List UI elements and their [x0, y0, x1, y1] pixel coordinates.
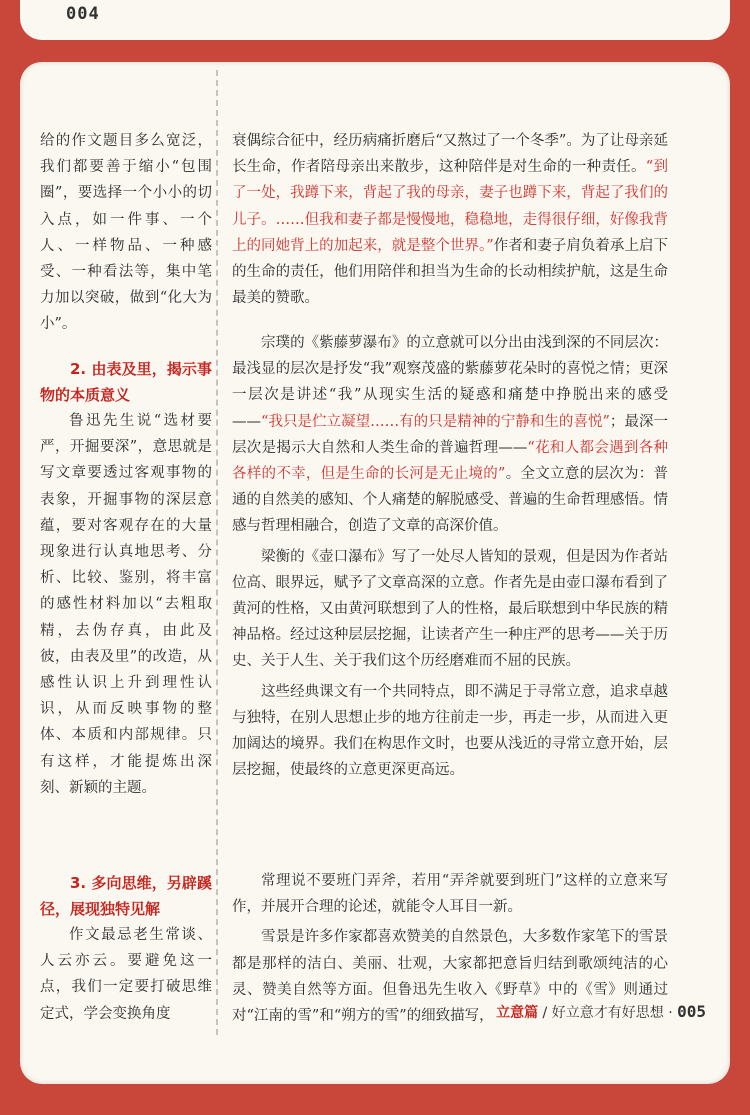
p1-quote: “到了一处，我蹲下来，背起了我的母亲，妻子也蹲下来，背起了我们的儿子。……但我和妻子都是慢慢地，稳稳地，走得很仔细，好像我背上的同她背上的加起来，就是整个世界。” [232, 159, 668, 254]
p1-text-a: 衰偶综合征中，经历病痛折磨后“又熬过了一个冬季”。为了让母亲延长生命，作者陪母亲出来散步，这种陪伴是对生命的一种责任。 [232, 133, 668, 176]
paragraph-1 [232, 128, 668, 311]
left-intro [40, 128, 212, 338]
page-number-bottom: 005 [677, 1002, 706, 1021]
page-footer [496, 1002, 706, 1022]
page-number-top: 004 [66, 4, 100, 24]
left-section-3 [40, 870, 212, 1027]
paragraph-2 [232, 330, 668, 540]
section-3-body: 作文最忌老生常谈、人云亦云。要避免这一点，我们一定要打破思维定式，学会变换角度 [40, 927, 212, 1022]
right-middle-block [232, 330, 668, 783]
previous-page [20, 0, 730, 40]
paragraph-5: 常理说不要班门弄斧，若用“弄斧就要到班门”这样的立意来写作，并展开合理的论述，就能令人耳目一新。 [232, 873, 668, 916]
footer-separator: / [538, 1005, 552, 1021]
p2-text-b: ；最深一层次是揭示大自然和人类生命的普遍哲理—— [232, 413, 668, 456]
column-divider [216, 70, 218, 1035]
right-top-block [232, 128, 668, 311]
p1-text-b: 作者和妻子肩负着承上启下的生命的责任，他们用陪伴和担当为生命的长动相续护航，这是生命最美的赞歌。 [232, 237, 669, 307]
p2-quote-1: “我只是伫立凝望……有的只是精神的宁静和生的喜悦” [261, 413, 610, 430]
footer-dot: · [668, 1005, 673, 1021]
p2-quote-2: “花和人都会遇到各种各样的不幸，但是生命的长河是无止境的” [232, 439, 668, 483]
left-section-2 [40, 356, 212, 801]
p2-text-a: 宗璞的《紫藤萝瀑布》的立意就可以分出由浅到深的不同层次：最浅显的层次是抒发“我”观察茂盛的紫藤萝花朵时的喜悦之情；更深一层次是讲述“我”从现实生活的疑惑和痛楚中挣脱出来的感受—— [232, 335, 668, 430]
section-2-heading: 2. 由表及里，揭示事物的本质意义 [40, 360, 212, 404]
section-2-body: 鲁迅先生说“选材要严，开掘要深”，意思就是写文章要透过客观事物的表象，开掘事物的深层意蕴，要对客观存在的大量现象进行认真地思考、分析、比较、鉴别，将丰富的感性材料加以“去粗取精，去伪存真，由此及彼，由表及里”的改造，从感性认识上升到理性认识，从而反映事物的整体、本质和内部规律。只有这样，才能提炼出深刻、新颖的主题。 [40, 413, 212, 796]
left-intro-text: 给的作文题目多么宽泛，我们都要善于缩小“包围圈”，要选择一个小小的切入点，如一件事、一个人、一样物品、一种感受、一种看法等，集中笔力加以突破，做到“化大为小”。 [40, 133, 212, 333]
paragraph-3: 梁衡的《壶口瀑布》写了一处尽人皆知的景观，但是因为作者站位高、眼界远，赋予了文章高深的立意。作者先是由壶口瀑布看到了黄河的性格，又由黄河联想到了人的性格，最后联想到中华民族的精神品格。经过这种层层挖掘，让读者产生一种庄严的思考——关于历史、关于人生、关于我们这个历经磨难而不屈的民族。 [232, 548, 668, 670]
section-3-heading: 3. 多向思维，另辟蹊径，展现独特见解 [40, 874, 212, 918]
p2-text-c: 。全文立意的层次为：普通的自然美的感知、个人痛楚的解脱感受、普遍的生命哲理感悟。情感与哲理相融合，创造了文章的高深价值。 [232, 466, 669, 535]
paragraph-4: 这些经典课文有一个共同特点，即不满足于寻常立意，追求卓越与独特，在别人思想止步的地方往前走一步，再走一步，从而进入更加阔达的境界。我们在构思作文时，也要从浅近的寻常立意开始，层层挖掘，使最终的立意更深更高远。 [232, 683, 668, 779]
footer-title: 好立意才有好思想 [551, 1005, 664, 1021]
footer-section: 立意篇 [496, 1005, 539, 1021]
paragraph-6: 雪景是许多作家都喜欢赞美的自然景色，大多数作家笔下的雪景都是那样的洁白、美丽、壮观，大家都把意旨归结到歌颂纯洁的心灵、赞美自然等方面。但鲁迅先生收入《野草》中的《雪》则通过对“江南的雪”和“朔方的雪”的细致描写， [232, 929, 668, 1025]
